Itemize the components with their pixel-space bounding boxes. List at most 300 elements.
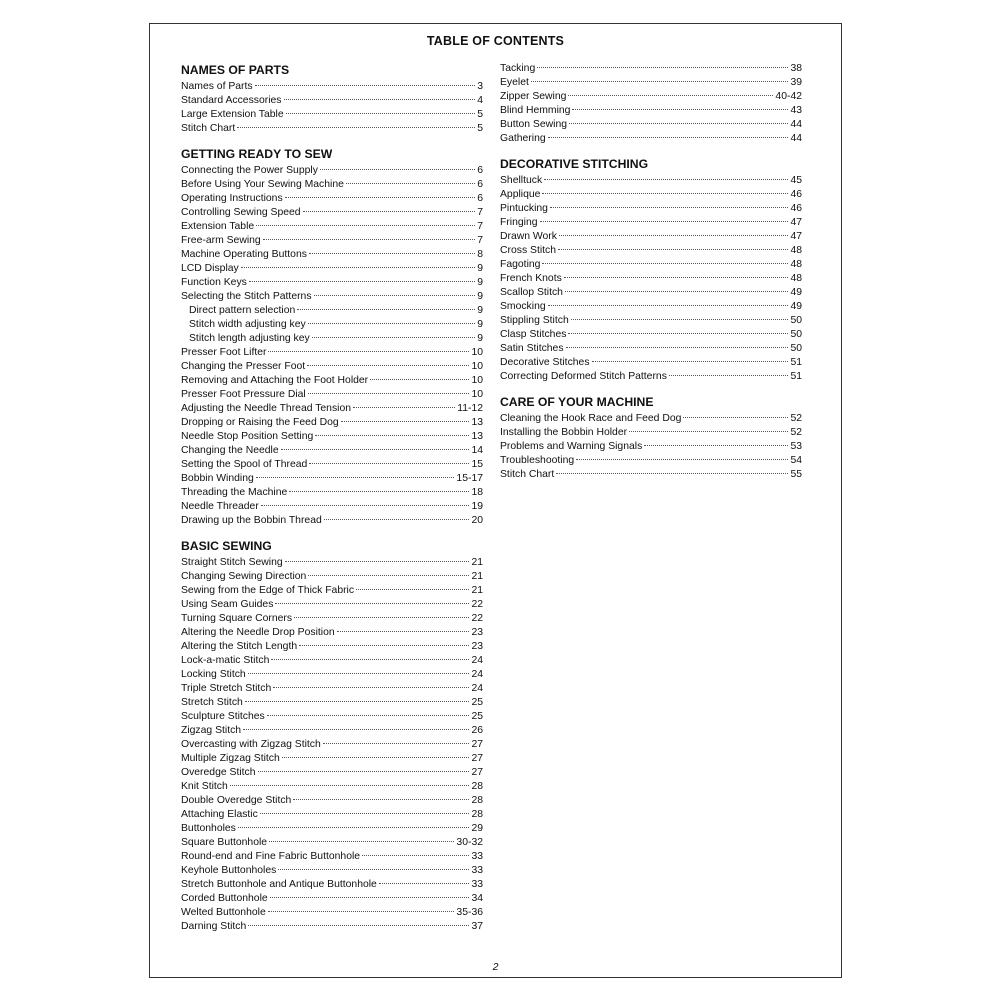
toc-entry-label: Controlling Sewing Speed: [181, 207, 301, 218]
dot-leader: [282, 757, 470, 758]
toc-entry-page: 48: [790, 259, 802, 270]
toc-entry-page: 30-32: [456, 837, 483, 848]
toc-entry[interactable]: [181, 80, 483, 94]
toc-entry[interactable]: [500, 216, 802, 230]
toc-entry-label: Presser Foot Lifter: [181, 347, 267, 358]
toc-entry-label: Multiple Zigzag Stitch: [181, 753, 280, 764]
toc-entry-page: 53: [790, 441, 802, 452]
dot-leader: [558, 249, 788, 250]
toc-entry-label: Corded Buttonhole: [181, 893, 268, 904]
toc-entry[interactable]: [500, 132, 802, 146]
toc-entry[interactable]: [181, 668, 483, 682]
dot-leader: [312, 337, 475, 338]
toc-entry-page: 44: [790, 119, 802, 130]
toc-entry[interactable]: [181, 402, 483, 416]
toc-entry-page: 6: [477, 179, 483, 190]
toc-entry-page: 15: [471, 459, 483, 470]
toc-entry-page: 54: [790, 455, 802, 466]
dot-leader: [270, 897, 470, 898]
toc-entry-label: Altering the Needle Drop Position: [181, 627, 335, 638]
toc-entry[interactable]: [500, 370, 802, 384]
toc-entry[interactable]: [181, 780, 483, 794]
toc-entry-page: 51: [790, 371, 802, 382]
dot-leader: [255, 85, 476, 86]
dot-leader: [559, 235, 788, 236]
toc-entry[interactable]: [181, 290, 483, 304]
dot-leader: [271, 659, 469, 660]
toc-entry-label: Presser Foot Pressure Dial: [181, 389, 306, 400]
dot-leader: [542, 193, 788, 194]
toc-entry-page: 13: [471, 431, 483, 442]
toc-entry-label: French Knots: [500, 273, 562, 284]
toc-entry[interactable]: [181, 458, 483, 472]
toc-entry-label: Satin Stitches: [500, 343, 564, 354]
toc-entry-page: 35-36: [456, 907, 483, 918]
toc-entry-page: 40-42: [775, 91, 802, 102]
toc-entry[interactable]: [181, 892, 483, 906]
toc-entry[interactable]: [500, 412, 802, 426]
toc-entry-label: Before Using Your Sewing Machine: [181, 179, 344, 190]
dot-leader: [256, 225, 475, 226]
toc-entry[interactable]: [181, 318, 483, 332]
toc-entry-page: 19: [471, 501, 483, 512]
toc-entry-page: 4: [477, 95, 483, 106]
dot-leader: [540, 221, 789, 222]
toc-entry-page: 15-17: [456, 473, 483, 484]
toc-entry[interactable]: [500, 454, 802, 468]
dot-leader: [260, 813, 470, 814]
toc-entry-label: Turning Square Corners: [181, 613, 293, 624]
toc-entry-label: Dropping or Raising the Feed Dog: [181, 417, 339, 428]
dot-leader: [241, 267, 475, 268]
toc-entry[interactable]: [181, 598, 483, 612]
toc-section: [181, 538, 483, 934]
toc-entry-label: Extension Table: [181, 221, 255, 232]
toc-entry[interactable]: [181, 276, 483, 290]
dot-leader: [309, 463, 469, 464]
document-page: [149, 23, 842, 978]
dot-leader: [346, 183, 475, 184]
page-title: TABLE OF CONTENTS: [426, 34, 565, 48]
toc-entry[interactable]: [181, 654, 483, 668]
toc-entry-label: Zigzag Stitch: [181, 725, 242, 736]
toc-entry-label: Stitch length adjusting key: [189, 333, 310, 344]
toc-section: [181, 146, 483, 528]
dot-leader: [550, 207, 788, 208]
toc-entry-label: Overedge Stitch: [181, 767, 256, 778]
toc-entry[interactable]: [181, 836, 483, 850]
toc-entry-label: Correcting Deformed Stitch Patterns: [500, 371, 667, 382]
toc-entry[interactable]: [181, 906, 483, 920]
dot-leader: [362, 855, 469, 856]
toc-entry-page: 47: [790, 217, 802, 228]
toc-entry[interactable]: [181, 94, 483, 108]
toc-entry-label: Changing Sewing Direction: [181, 571, 307, 582]
toc-entry-label: Selecting the Stitch Patterns: [181, 291, 312, 302]
toc-entry-page: 9: [477, 263, 483, 274]
toc-entry-page: 23: [471, 641, 483, 652]
toc-entry-label: Stitch width adjusting key: [189, 319, 306, 330]
toc-entry-page: 21: [471, 557, 483, 568]
toc-entry-label: Changing the Presser Foot: [181, 361, 306, 372]
toc-entry-page: 39: [790, 77, 802, 88]
toc-entry[interactable]: [181, 262, 483, 276]
toc-entry-page: 27: [471, 753, 483, 764]
toc-entry[interactable]: [181, 626, 483, 640]
toc-entry[interactable]: [500, 76, 802, 90]
toc-entry[interactable]: [500, 468, 802, 482]
dot-leader: [566, 347, 789, 348]
dot-leader: [285, 197, 476, 198]
dot-leader: [249, 281, 475, 282]
dot-leader: [285, 561, 470, 562]
toc-entry-label: Direct pattern selection: [189, 305, 296, 316]
dot-leader: [256, 477, 455, 478]
toc-entry-label: Machine Operating Buttons: [181, 249, 307, 260]
toc-entry[interactable]: [500, 62, 802, 76]
toc-entry-label: Stippling Stitch: [500, 315, 569, 326]
toc-entry-label: Connecting the Power Supply: [181, 165, 318, 176]
dot-leader: [284, 99, 476, 100]
section-heading: BASIC SEWING: [181, 539, 272, 553]
toc-entry[interactable]: [181, 724, 483, 738]
toc-entry-label: Stretch Stitch: [181, 697, 243, 708]
toc-entry[interactable]: [181, 864, 483, 878]
toc-entry-label: Gathering: [500, 133, 546, 144]
toc-entry[interactable]: [181, 178, 483, 192]
toc-entry-page: 9: [477, 319, 483, 330]
toc-entry[interactable]: [181, 500, 483, 514]
toc-entry[interactable]: [181, 640, 483, 654]
toc-entry[interactable]: [500, 202, 802, 216]
toc-entry[interactable]: [181, 710, 483, 724]
toc-entry[interactable]: [181, 248, 483, 262]
dot-leader: [669, 375, 789, 376]
toc-entry-label: Lock-a-matic Stitch: [181, 655, 270, 666]
toc-entry-label: Drawing up the Bobbin Thread: [181, 515, 322, 526]
toc-entry[interactable]: [181, 584, 483, 598]
toc-entry[interactable]: [500, 328, 802, 342]
toc-entry[interactable]: [181, 444, 483, 458]
toc-entry-page: 22: [471, 599, 483, 610]
toc-entry-page: 47: [790, 231, 802, 242]
toc-entry-label: Needle Threader: [181, 501, 259, 512]
toc-entry-label: Problems and Warning Signals: [500, 441, 643, 452]
toc-entry-label: Shelltuck: [500, 175, 543, 186]
dot-leader: [315, 435, 469, 436]
toc-entry-page: 43: [790, 105, 802, 116]
toc-entry-label: Applique: [500, 189, 541, 200]
toc-entry-label: Cross Stitch: [500, 245, 557, 256]
dot-leader: [275, 603, 469, 604]
dot-leader: [544, 179, 788, 180]
toc-entry-page: 23: [471, 627, 483, 638]
toc-entry-page: 24: [471, 669, 483, 680]
toc-entry[interactable]: [500, 244, 802, 258]
section-heading: GETTING READY TO SEW: [181, 147, 333, 161]
toc-entry[interactable]: [500, 440, 802, 454]
toc-entry[interactable]: [181, 346, 483, 360]
toc-entry-page: 5: [477, 109, 483, 120]
dot-leader: [341, 421, 470, 422]
dot-leader: [308, 575, 469, 576]
toc-entry[interactable]: [500, 426, 802, 440]
dot-leader: [564, 277, 789, 278]
dot-leader: [531, 81, 789, 82]
toc-entry-label: Straight Stitch Sewing: [181, 557, 283, 568]
toc-entry-page: 27: [471, 767, 483, 778]
toc-entry-page: 33: [471, 865, 483, 876]
toc-entry-page: 50: [790, 343, 802, 354]
toc-entry-page: 21: [471, 571, 483, 582]
toc-entry[interactable]: [181, 850, 483, 864]
toc-column-right: [500, 62, 802, 482]
toc-entry[interactable]: [181, 332, 483, 346]
toc-entry[interactable]: [500, 314, 802, 328]
dot-leader: [297, 309, 475, 310]
toc-entry-page: 9: [477, 305, 483, 316]
dot-leader: [273, 687, 469, 688]
toc-entry-label: Threading the Machine: [181, 487, 288, 498]
toc-entry[interactable]: [500, 286, 802, 300]
toc-entry-page: 49: [790, 301, 802, 312]
toc-entry-page: 22: [471, 613, 483, 624]
toc-entry-label: Attaching Elastic: [181, 809, 258, 820]
toc-entry-page: 21: [471, 585, 483, 596]
dot-leader: [379, 883, 470, 884]
toc-column-left: [181, 62, 483, 934]
dot-leader: [644, 445, 788, 446]
toc-entry-label: Triple Stretch Stitch: [181, 683, 272, 694]
toc-entry-page: 33: [471, 879, 483, 890]
toc-entry[interactable]: [181, 752, 483, 766]
dot-leader: [568, 333, 788, 334]
toc-entry-label: Installing the Bobbin Holder: [500, 427, 628, 438]
toc-entry-page: 50: [790, 315, 802, 326]
toc-entry-label: Square Buttonhole: [181, 837, 268, 848]
toc-entry[interactable]: [181, 122, 483, 136]
toc-entry-page: 7: [477, 221, 483, 232]
toc-entry-label: Setting the Spool of Thread: [181, 459, 308, 470]
toc-entry-page: 20: [471, 515, 483, 526]
dot-leader: [294, 617, 469, 618]
dot-leader: [568, 95, 773, 96]
dot-leader: [307, 365, 469, 366]
toc-entry-label: Welted Buttonhole: [181, 907, 266, 918]
toc-entry[interactable]: [181, 108, 483, 122]
toc-entry-page: 38: [790, 63, 802, 74]
toc-entry-label: Drawn Work: [500, 231, 557, 242]
toc-entry-label: Decorative Stitches: [500, 357, 590, 368]
toc-entry[interactable]: [500, 104, 802, 118]
toc-entry-label: Overcasting with Zigzag Stitch: [181, 739, 321, 750]
toc-entry[interactable]: [500, 258, 802, 272]
toc-entry[interactable]: [181, 556, 483, 570]
toc-entry[interactable]: [181, 360, 483, 374]
toc-entry[interactable]: [181, 794, 483, 808]
toc-entry[interactable]: [500, 356, 802, 370]
dot-leader: [248, 673, 470, 674]
toc-entry[interactable]: [500, 118, 802, 132]
toc-entry[interactable]: [181, 738, 483, 752]
toc-entry-label: Using Seam Guides: [181, 599, 274, 610]
toc-entry[interactable]: [500, 174, 802, 188]
toc-entry-page: 27: [471, 739, 483, 750]
toc-entry-label: Zipper Sewing: [500, 91, 567, 102]
toc-entry-page: 6: [477, 193, 483, 204]
toc-entry-label: Removing and Attaching the Foot Holder: [181, 375, 369, 386]
toc-entry-page: 25: [471, 697, 483, 708]
toc-entry-page: 10: [471, 389, 483, 400]
toc-entry-label: Buttonholes: [181, 823, 236, 834]
toc-entry[interactable]: [181, 822, 483, 836]
toc-entry[interactable]: [500, 300, 802, 314]
toc-entry[interactable]: [500, 188, 802, 202]
toc-entry[interactable]: [181, 304, 483, 318]
dot-leader: [309, 253, 475, 254]
toc-entry[interactable]: [500, 230, 802, 244]
toc-entry-page: 6: [477, 165, 483, 176]
toc-entry-page: 8: [477, 249, 483, 260]
toc-entry[interactable]: [181, 920, 483, 934]
dot-leader: [370, 379, 469, 380]
toc-entry-label: Knit Stitch: [181, 781, 228, 792]
dot-leader: [548, 137, 789, 138]
toc-entry-label: Pintucking: [500, 203, 548, 214]
toc-entry-page: 46: [790, 203, 802, 214]
toc-entry[interactable]: [181, 682, 483, 696]
toc-entry-page: 25: [471, 711, 483, 722]
toc-entry-label: Smocking: [500, 301, 546, 312]
dot-leader: [269, 841, 454, 842]
toc-entry-label: Tacking: [500, 63, 536, 74]
toc-entry-label: Clasp Stitches: [500, 329, 567, 340]
toc-entry-page: 9: [477, 333, 483, 344]
toc-entry-label: Operating Instructions: [181, 193, 283, 204]
dot-leader: [572, 109, 788, 110]
toc-entry[interactable]: [500, 272, 802, 286]
toc-entry-label: Names of Parts: [181, 81, 253, 92]
toc-entry-page: 26: [471, 725, 483, 736]
toc-entry-page: 9: [477, 291, 483, 302]
toc-entry[interactable]: [181, 220, 483, 234]
toc-entry[interactable]: [181, 164, 483, 178]
toc-entry[interactable]: [181, 416, 483, 430]
toc-entry-page: 24: [471, 683, 483, 694]
dot-leader: [238, 827, 470, 828]
toc-entry[interactable]: [500, 342, 802, 356]
dot-leader: [569, 123, 788, 124]
toc-entry-label: Changing the Needle: [181, 445, 279, 456]
dot-leader: [548, 305, 789, 306]
toc-entry[interactable]: [181, 206, 483, 220]
toc-entry[interactable]: [181, 570, 483, 584]
dot-leader: [289, 491, 469, 492]
toc-entry[interactable]: [181, 486, 483, 500]
dot-leader: [230, 785, 470, 786]
toc-entry[interactable]: [181, 878, 483, 892]
dot-leader: [308, 323, 476, 324]
toc-entry-page: 50: [790, 329, 802, 340]
toc-entry[interactable]: [181, 472, 483, 486]
dot-leader: [267, 715, 470, 716]
toc-entry[interactable]: [181, 808, 483, 822]
toc-entry[interactable]: [181, 612, 483, 626]
dot-leader: [337, 631, 470, 632]
toc-section: [500, 394, 802, 482]
toc-entry-page: 44: [790, 133, 802, 144]
toc-entry-label: Fringing: [500, 217, 538, 228]
toc-entry[interactable]: [181, 388, 483, 402]
toc-entry-label: Adjusting the Needle Thread Tension: [181, 403, 352, 414]
toc-entry-page: 9: [477, 277, 483, 288]
toc-section: [500, 62, 802, 146]
toc-entry-page: 5: [477, 123, 483, 134]
toc-entry-label: Blind Hemming: [500, 105, 571, 116]
toc-entry[interactable]: [181, 374, 483, 388]
toc-entry-label: Locking Stitch: [181, 669, 246, 680]
dot-leader: [268, 911, 455, 912]
toc-entry-page: 13: [471, 417, 483, 428]
toc-entry[interactable]: [181, 514, 483, 528]
dot-leader: [245, 701, 470, 702]
section-heading: NAMES OF PARTS: [181, 63, 290, 77]
dot-leader: [237, 127, 475, 128]
dot-leader: [261, 505, 470, 506]
toc-entry-page: 3: [477, 81, 483, 92]
toc-entry-page: 45: [790, 175, 802, 186]
dot-leader: [356, 589, 469, 590]
toc-entry[interactable]: [500, 90, 802, 104]
dot-leader: [281, 449, 470, 450]
toc-entry-page: 29: [471, 823, 483, 834]
dot-leader: [308, 393, 470, 394]
toc-entry-page: 10: [471, 347, 483, 358]
dot-leader: [268, 351, 469, 352]
dot-leader: [537, 67, 788, 68]
dot-leader: [576, 459, 788, 460]
toc-entry[interactable]: [181, 766, 483, 780]
dot-leader: [286, 113, 476, 114]
toc-entry[interactable]: [181, 696, 483, 710]
toc-entry-page: 37: [471, 921, 483, 932]
toc-entry-page: 28: [471, 781, 483, 792]
toc-entry-label: Needle Stop Position Setting: [181, 431, 314, 442]
dot-leader: [324, 519, 470, 520]
toc-entry-label: Sewing from the Edge of Thick Fabric: [181, 585, 355, 596]
toc-entry[interactable]: [181, 234, 483, 248]
dot-leader: [248, 925, 469, 926]
toc-entry-page: 18: [471, 487, 483, 498]
dot-leader: [314, 295, 476, 296]
toc-entry-page: 28: [471, 795, 483, 806]
page-number: 2: [492, 961, 499, 973]
toc-entry-label: Scallop Stitch: [500, 287, 563, 298]
toc-entry-label: LCD Display: [181, 263, 239, 274]
toc-entry-page: 28: [471, 809, 483, 820]
dot-leader: [299, 645, 469, 646]
toc-entry-label: Eyelet: [500, 77, 529, 88]
toc-entry-page: 11-12: [457, 403, 483, 414]
dot-leader: [243, 729, 469, 730]
toc-entry-label: Bobbin Winding: [181, 473, 254, 484]
toc-entry[interactable]: [181, 192, 483, 206]
toc-entry-label: Fagoting: [500, 259, 541, 270]
dot-leader: [263, 239, 476, 240]
dot-leader: [320, 169, 475, 170]
toc-entry[interactable]: [181, 430, 483, 444]
toc-entry-label: Stitch Chart: [181, 123, 236, 134]
